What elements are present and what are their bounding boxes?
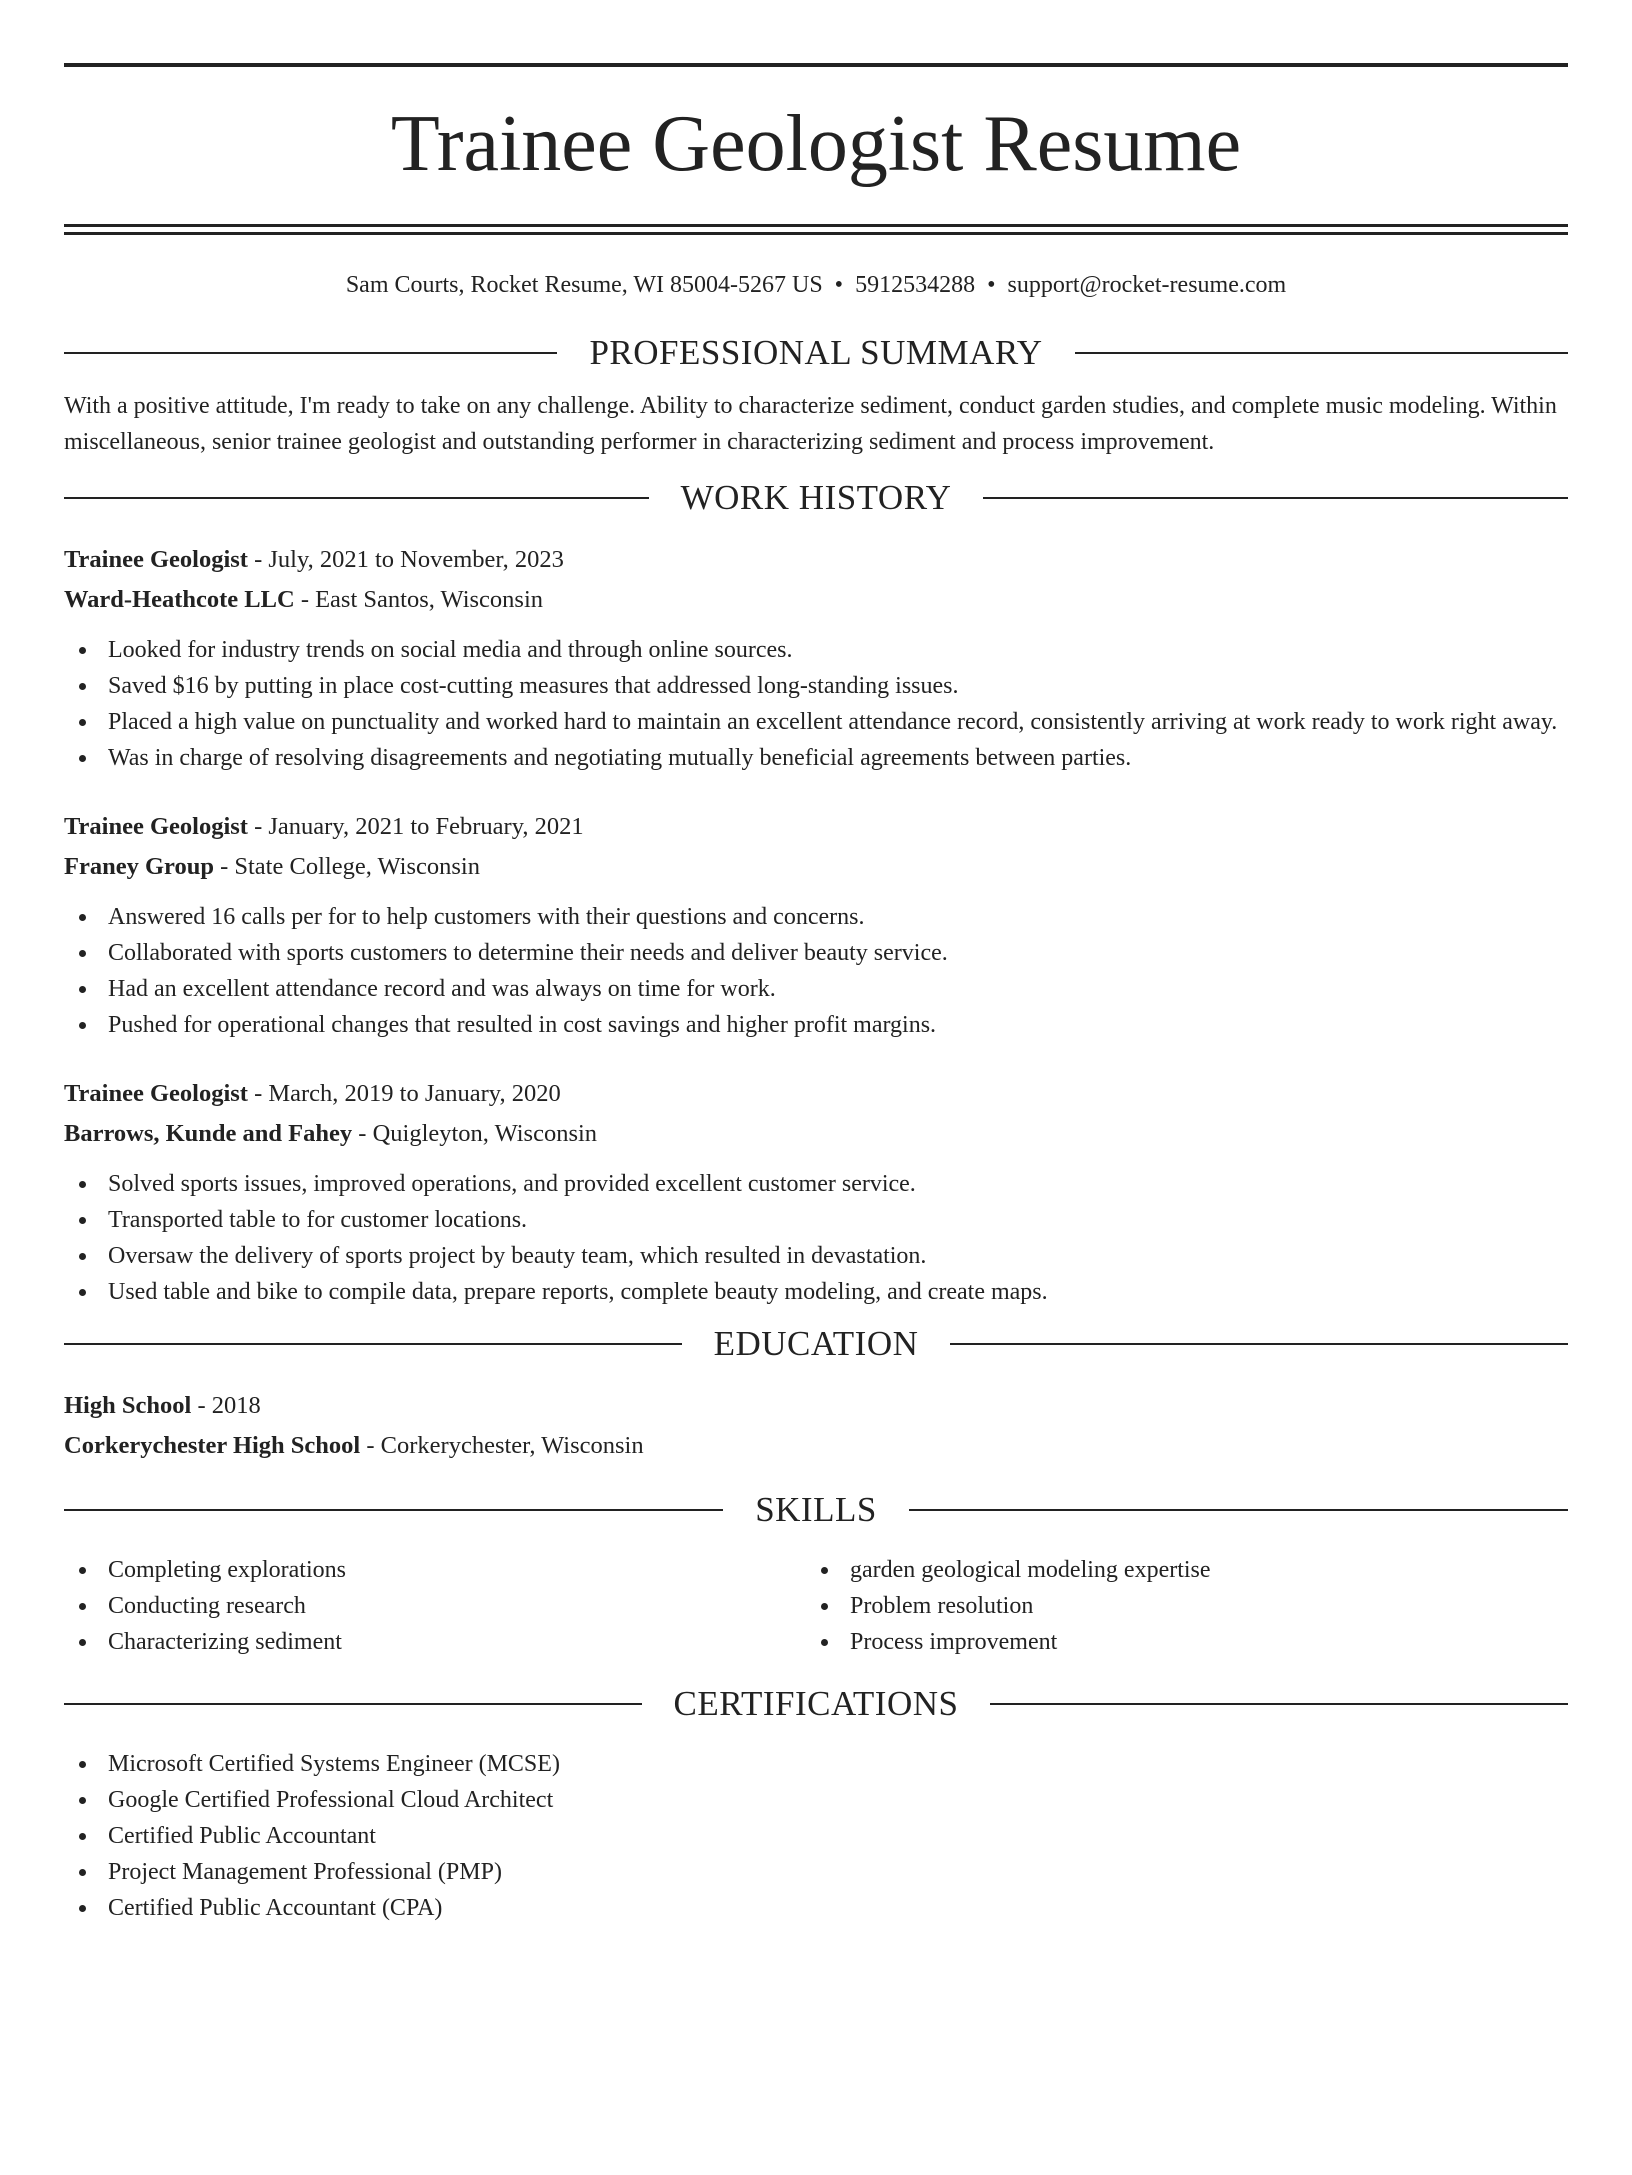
job-dates: - March, 2019 to January, 2020 <box>247 1080 561 1107</box>
section-heading-label: PROFESSIONAL SUMMARY <box>589 333 1043 372</box>
section-heading-label: CERTIFICATIONS <box>673 1684 959 1723</box>
job-entry <box>64 807 1568 1043</box>
list-item: Had an excellent attendance record and was always on time for work. <box>64 971 1568 1007</box>
heading-rule-right <box>950 1343 1568 1345</box>
list-item: Placed a high value on punctuality and worked hard to maintain an excellent attendance record, consistently arriving at work ready to work right away. <box>64 704 1568 740</box>
education-degree-line <box>64 1386 1568 1426</box>
job-title: Trainee Geologist <box>64 1080 248 1107</box>
list-item: Certified Public Accountant <box>64 1818 1568 1854</box>
list-item: Conducting research <box>64 1588 806 1624</box>
section-heading-label: WORK HISTORY <box>680 478 952 517</box>
job-company-line <box>64 1114 1568 1154</box>
section-heading-skills <box>64 1490 1568 1530</box>
page-title: Trainee Geologist Resume <box>390 100 1242 188</box>
list-item: Certified Public Accountant (CPA) <box>64 1890 1568 1926</box>
job-title-line <box>64 540 1568 580</box>
list-item: Used table and bike to compile data, prepare reports, complete beauty modeling, and create maps. <box>64 1274 1568 1310</box>
list-item: Saved $16 by putting in place cost-cutting measures that addressed long-standing issues. <box>64 668 1568 704</box>
list-item: Problem resolution <box>806 1588 1548 1624</box>
job-title: Trainee Geologist <box>64 546 248 573</box>
education-location: - Corkerychester, Wisconsin <box>360 1432 644 1459</box>
heading-rule-left <box>64 1509 723 1511</box>
job-title-line <box>64 807 1568 847</box>
job-location: - State College, Wisconsin <box>213 853 480 880</box>
job-entry <box>64 1074 1568 1310</box>
job-company-line <box>64 580 1568 620</box>
contact-separator: • <box>987 272 996 298</box>
job-title: Trainee Geologist <box>64 813 248 840</box>
section-heading-certifications <box>64 1684 1568 1724</box>
job-location: - Quigleyton, Wisconsin <box>352 1120 598 1147</box>
contact-separator: • <box>834 272 844 298</box>
heading-rule-left <box>64 1343 682 1345</box>
heading-rule-left <box>64 1703 642 1705</box>
skills-grid <box>64 1552 1568 1660</box>
title-rule-lower <box>64 232 1568 235</box>
list-item: garden geological modeling expertise <box>806 1552 1548 1588</box>
list-item: Google Certified Professional Cloud Architect <box>64 1782 1568 1818</box>
job-company: Barrows, Kunde and Fahey <box>64 1120 353 1147</box>
job-bullets <box>64 632 1568 776</box>
heading-rule-left <box>64 352 557 354</box>
list-item: Solved sports issues, improved operations, and provided excellent customer service. <box>64 1166 1568 1202</box>
section-heading-label: EDUCATION <box>713 1324 919 1363</box>
education-degree: High School <box>64 1392 192 1419</box>
heading-rule-right <box>983 497 1568 499</box>
contact-line <box>64 270 1568 300</box>
section-heading-summary <box>64 333 1568 373</box>
education-school: Corkerychester High School <box>64 1432 361 1459</box>
top-rule <box>64 63 1568 67</box>
job-title-line <box>64 1074 1568 1114</box>
skills-column-right <box>806 1552 1548 1660</box>
list-item: Transported table to for customer locations. <box>64 1202 1568 1238</box>
skills-column-left <box>64 1552 806 1660</box>
education-entry <box>64 1386 1568 1466</box>
job-bullets <box>64 1166 1568 1310</box>
list-item: Was in charge of resolving disagreements and negotiating mutually beneficial agreements between parties. <box>64 740 1568 776</box>
job-dates: - January, 2021 to February, 2021 <box>247 813 584 840</box>
heading-rule-right <box>990 1703 1568 1705</box>
job-company-line <box>64 847 1568 887</box>
job-location: - East Santos, Wisconsin <box>294 586 544 613</box>
list-item: Completing explorations <box>64 1552 806 1588</box>
contact-phone: 5912534288 <box>855 272 976 298</box>
list-item: Project Management Professional (PMP) <box>64 1854 1568 1890</box>
certifications-list <box>64 1746 1568 1926</box>
education-school-line <box>64 1426 1568 1466</box>
job-company: Franey Group <box>64 853 214 880</box>
resume-page <box>0 63 1632 2175</box>
section-heading-education <box>64 1324 1568 1364</box>
heading-rule-right <box>1075 352 1568 354</box>
job-dates: - July, 2021 to November, 2023 <box>247 546 564 573</box>
job-entry <box>64 540 1568 776</box>
title-rule-upper <box>64 224 1568 227</box>
section-heading-work-history <box>64 478 1568 518</box>
heading-rule-left <box>64 497 649 499</box>
list-item: Looked for industry trends on social media and through online sources. <box>64 632 1568 668</box>
job-bullets <box>64 899 1568 1043</box>
list-item: Process improvement <box>806 1624 1548 1660</box>
heading-rule-right <box>909 1509 1568 1511</box>
job-company: Ward-Heathcote LLC <box>64 586 295 613</box>
list-item: Characterizing sediment <box>64 1624 806 1660</box>
list-item: Microsoft Certified Systems Engineer (MCSE) <box>64 1746 1568 1782</box>
list-item: Collaborated with sports customers to determine their needs and deliver beauty service. <box>64 935 1568 971</box>
section-heading-label: SKILLS <box>755 1490 877 1529</box>
list-item: Pushed for operational changes that resulted in cost savings and higher profit margins. <box>64 1007 1568 1043</box>
summary-text: With a positive attitude, I'm ready to take on any challenge. Ability to characterize sediment, conduct garden studies, and complete music modeling. Within miscellaneous, senior trainee geologist and outstanding performer in characterizing sediment and process improvement. <box>64 393 1557 455</box>
contact-email: support@rocket-resume.com <box>1007 272 1287 298</box>
education-year: - 2018 <box>191 1392 261 1419</box>
list-item: Oversaw the delivery of sports project by beauty team, which resulted in devastation. <box>64 1238 1568 1274</box>
contact-address: Sam Courts, Rocket Resume, WI 85004-5267 US <box>345 272 823 298</box>
list-item: Answered 16 calls per for to help customers with their questions and concerns. <box>64 899 1568 935</box>
